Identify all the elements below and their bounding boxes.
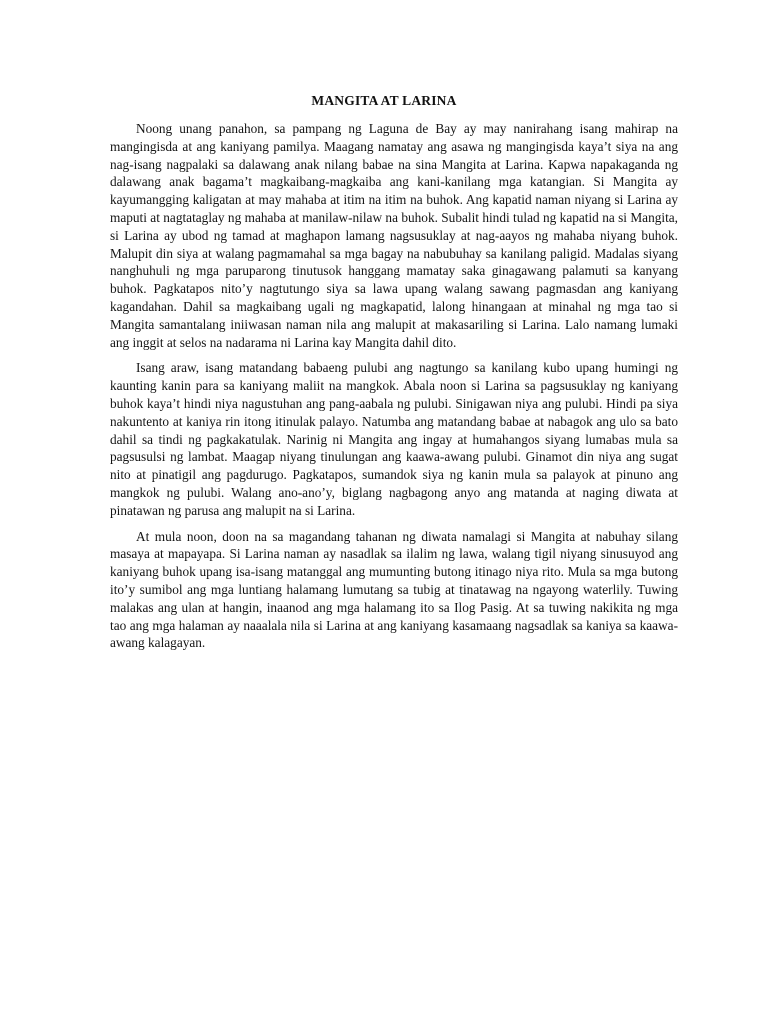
paragraph-1: Noong unang panahon, sa pampang ng Laguna de Bay ay may nanirahang isang mahirap na mangingisda at ang kaniyang pamilya. Maagang namatay ang asawa ng mangingisda kaya’t siya na ang nag-isang nagpalaki sa dalawang anak nilang babae na sina Mangita at Larina. Kapwa napakaganda ng dalawang anak bagama’t magkaibang-magkaiba ang kani-kanilang mga katangian. Si Mangita ay kayumangging kaligatan at may mahaba at itim na itim na buhok. Ang kapatid naman niyang si Larina ay maputi at nagtataglay ng mahaba at manilaw-nilaw na buhok. Subalit hindi tulad ng kapatid na si Mangita, si Larina ay ubod ng tamad at maghapon lamang nagsusuklay at nag-aayos ng mahaba niyang buhok. Malupit din siya at walang pagmamahal sa mga bagay na nabubuhay sa kanilang paligid. Madalas siyang nanghuhuli ng mga paruparong tinutusok hanggang mamatay saka ginagawang palamuti sa kanyang buhok. Pagkatapos nito’y nagtutungo siya sa lawa upang walang sawang pagmasdan ang kaniyang kagandahan. Dahil sa magkaibang ugali ng magkapatid, lalong hinangaan at minahal ng mga tao si Mangita samantalang iniiwasan naman nila ang malupit at makasariling si Larina. Lalo namang lumaki ang inggit at selos na nadarama ni Larina kay Mangita dahil dito. xyxy=(110,121,678,350)
paragraph-3: At mula noon, doon na sa magandang tahanan ng diwata namalagi si Mangita at nabuhay silang masaya at mapayapa. Si Larina naman ay nasadlak sa ilalim ng lawa, walang tigil niyang sinusuyod ang kaniyang buhok upang isa-isang matanggal ang mumunting butong itinago niya rito. Mula sa mga butong ito’y sumibol ang mga luntiang halamang lumutang sa tubig at tinatawag na ngayong waterlily. Tuwing malakas ang ulan at hangin, inaanod ang mga halamang ito sa Ilog Pasig. At sa tuwing nakikita ng mga tao ang mga halaman ay naaalala nila si Larina at ang kaniyang kasamaang nagsadlak sa kaniya sa kaawa-awang kalagayan. xyxy=(110,528,678,651)
document-body xyxy=(110,120,678,660)
paragraph-2: Isang araw, isang matandang babaeng pulubi ang nagtungo sa kanilang kubo upang humingi ng kaunting kanin para sa kaniyang maliit na mangkok. Abala noon si Larina sa pagsusuklay ng kaniyang buhok kaya’t hindi niya nagustuhan ang pang-aabala ng pulubi. Sinigawan niya ang pulubi. Hindi pa siya nakuntento at kaniya rin itong itinulak palayo. Natumba ang matandang babae at nabagok ang ulo sa bato dahil sa tindi ng pagkakatulak. Narinig ni Mangita ang ingay at humahangos siyang lumabas mula sa pagsusulsi ng lambat. Maagap niyang tinulungan ang kaawa-awang pulubi. Ginamot din niya ang sugat nito at pinatigil ang pagdurugo. Pagkatapos, sumandok siya ng kanin mula sa palayok at pinuno ang mangkok ng pulubi. Walang ano-ano’y, biglang nagbagong anyo ang matanda at naging diwata at pinatawan ng parusa ang malupit na si Larina. xyxy=(110,360,678,518)
document-title: MANGITA AT LARINA xyxy=(311,93,457,108)
